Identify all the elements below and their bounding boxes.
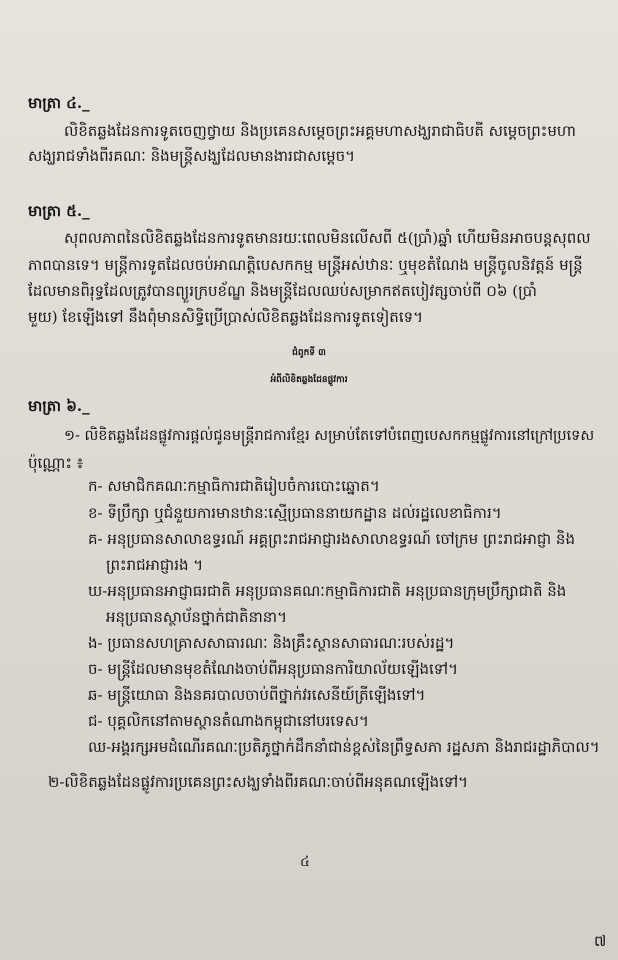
article5-heading: មាត្រា ៥._ xyxy=(28,202,90,220)
article4-heading: មាត្រា ៤._ xyxy=(28,94,90,112)
chapter-title: អំពីលិខិតឆ្លងដែនផ្លូវការ xyxy=(270,375,348,385)
corner-mark: ៧ xyxy=(594,932,607,950)
list-item-ngo: ង- ប្រធានសហគ្រាសសាធារណៈ និងគ្រឹះស្ថានសាធារណៈរបស់រដ្ឋ។ xyxy=(88,634,455,652)
article4-line-2: សង្ឃរាជទាំងពីរគណៈ និងមន្ត្រីសង្ឃដែលមានងារជាសម្តេច។ xyxy=(28,147,356,165)
list-item-ko-cont: ព្រះរាជអាជ្ញារង ។ xyxy=(106,556,204,574)
article5-line-2: ភាពបានទេ។ មន្ត្រីការទូតដែលចប់អាណត្តិបេសកកម្ម មន្ត្រីអស់ឋានៈ ឬមុខតំណែង មន្ត្រីចូលនិវត្តន៍ មន្ត្រី xyxy=(28,256,583,274)
article6-point1-line-1: ១- លិខិតឆ្លងដែនផ្លូវការផ្តល់ជូនមន្ត្រីរាជការខ្មែរ សម្រាប់តែទៅបំពេញបេសកកម្មផ្លូវការនៅក្រៅប្រទេស xyxy=(64,428,595,444)
list-item-kho-cont: អនុប្រធានស្ថាប័នថ្នាក់ជាតិនានា។ xyxy=(106,608,287,626)
article5-line-1: សុពលភាពនៃលិខិតឆ្លងដែនការទូតមានរយៈពេលមិនលើសពី ៥(ប្រាំ)ឆ្នាំ ហើយមិនអាចបន្តសុពល xyxy=(64,229,591,247)
list-item-cho: ជ- បុគ្គលិកនៅតាមស្ថានតំណាងកម្ពុជានៅបរទេស។ xyxy=(88,712,369,730)
article6-point1-line-2: ប៉ុណ្ណោះ ៖ xyxy=(28,454,84,472)
list-item-chha: ឆ- មន្ត្រីយោធា និងនគរបាលចាប់ពីថ្នាក់វរសេនីយ៍ត្រីឡើងទៅ។ xyxy=(88,686,426,704)
list-item-chho: ឈ-អង្គរក្សអមដំណើរគណៈប្រតិភូថ្នាក់ដឹកនាំជាន់ខ្ពស់នៃព្រឹទ្ធសភា រដ្ឋសភា និងរាជរដ្ឋាភិបាល។ xyxy=(88,738,600,756)
article5-line-3: ដែលមានពិរុទ្ធដែលត្រូវបានព្យួរក្របខ័ណ្ឌ និងមន្ត្រីដែលឈប់សម្រាកឥតបៀវត្សចាប់ពី ០៦ (ប្រាំ xyxy=(28,282,537,300)
article5-line-4: មួយ) ខែឡើងទៅ នឹងពុំមានសិទ្ធិប្រើប្រាស់លិខិតឆ្លងដែនការទូតទៀតទេ។ xyxy=(28,308,424,326)
list-item-ka: ក- សមាជិកគណៈកម្មាធិការជាតិរៀបចំការបោះឆ្នោត។ xyxy=(88,477,380,495)
list-item-kho: ឃ-អនុប្រធានអាជ្ញាធរជាតិ អនុប្រធានគណៈកម្មាធិការជាតិ អនុប្រធានក្រុមប្រឹក្សាជាតិ និង xyxy=(88,582,567,600)
article4-line-1: លិខិតឆ្លងដែនការទូតចេញថ្វាយ និងប្រគេនសម្តេចព្រះអគ្គមហាសង្ឃរាជាធិបតី សម្តេចព្រះមហា xyxy=(64,122,576,140)
page-number: ៤ xyxy=(300,854,310,870)
article6-point2: ២-លិខិតឆ្លងដែនផ្លូវការប្រគេនព្រះសង្ឃទាំងពីរគណៈចាប់ពីអនុគណឡើងទៅ។ xyxy=(48,773,469,791)
list-item-ko: គ- អនុប្រធានសាលាឧទ្ធរណ៍ អគ្គព្រះរាជអាជ្ញារងសាលាឧទ្ធរណ៍ ចៅក្រម ព្រះរាជអាជ្ញា និង xyxy=(88,530,575,548)
list-item-kha: ខ- ទីប្រឹក្សា ឬជំនួយការមានឋានៈស្មើប្រធាននាយកដ្ឋាន ដល់រដ្ឋលេខាធិការ។ xyxy=(88,504,502,522)
list-item-cha: ច- មន្ត្រីដែលមានមុខតំណែងចាប់ពីអនុប្រធានការិយាល័យឡើងទៅ។ xyxy=(88,660,458,678)
article6-heading: មាត្រា ៦._ xyxy=(28,397,90,415)
chapter-number: ជំពូកទី ៣ xyxy=(292,348,326,358)
